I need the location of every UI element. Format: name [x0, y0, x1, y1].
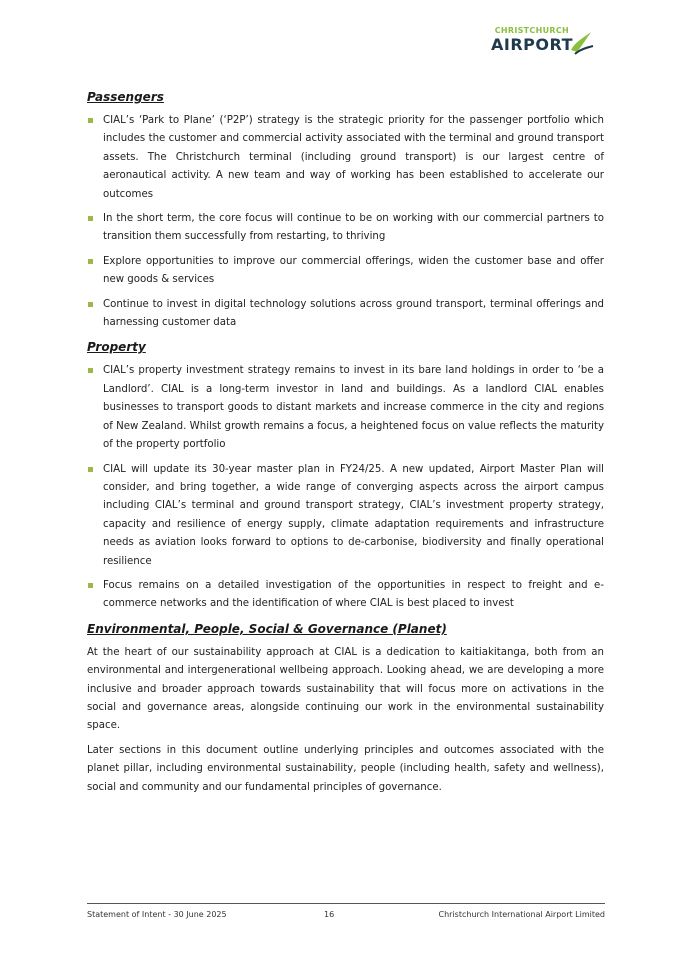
footer-document-title: Statement of Intent - 30 June 2025	[87, 910, 227, 919]
bullet-icon	[88, 583, 93, 588]
bullet-icon	[88, 118, 93, 123]
kiwi-bird-icon	[569, 28, 595, 58]
list-item: CIAL’s property investment strategy remains to invest in its bare land holdings in order to ‘be a Landlord’. CIAL is a long-term investor in land and buildings. As a landlord CIAL enables businesses to transport goods to distant markets and increase commerce in the city and regions of New Zealand. Whilst growth remains a focus, a heightened focus on value reflects the maturity of the property portfolio	[87, 362, 604, 454]
bullet-icon	[88, 467, 93, 472]
paragraph: Later sections in this document outline underlying principles and outcomes associated with the planet pillar, including environmental sustainability, people (including health, safety and wellness), social and community and our fundamental principles of governance.	[87, 744, 604, 793]
logo-line2: AIRPORT	[491, 35, 573, 54]
document-body	[87, 88, 604, 797]
list-item: Focus remains on a detailed investigation of the opportunities in respect to freight and e-commerce networks and the identification of where CIAL is best placed to invest	[87, 577, 604, 614]
bullet-icon	[88, 259, 93, 264]
paragraph: At the heart of our sustainability approach at CIAL is a dedication to kaitiakitanga, both from an environmental and intergenerational wellbeing approach. Looking ahead, we are developing a more inclusive and broader approach towards sustainability that will focus more on activations in the social and governance areas, alongside continuing our work in the environmental sustainability space.	[87, 646, 604, 732]
bullet-icon	[88, 368, 93, 373]
section-heading-property: Property	[87, 340, 146, 355]
bullet-icon	[88, 216, 93, 221]
page-number: 16	[324, 910, 335, 919]
passengers-list	[87, 112, 604, 332]
list-item: CIAL’s ‘Park to Plane’ (‘P2P’) strategy is the strategic priority for the passenger portfolio which includes the customer and commercial activity associated with the terminal and ground transport assets. The Christchurch terminal (including ground transport) is our largest centre of aeronautical activity. A new team and way of working has been established to accelerate our outcomes	[87, 112, 604, 204]
list-item: Continue to invest in digital technology solutions across ground transport, terminal offerings and harnessing customer data	[87, 296, 604, 333]
logo-line1: CHRISTCHURCH	[494, 26, 569, 35]
property-list	[87, 362, 604, 613]
list-item: In the short term, the core focus will continue to be on working with our commercial partners to transition them successfully from restarting, to thriving	[87, 210, 604, 247]
list-item: CIAL will update its 30-year master plan in FY24/25. A new updated, Airport Master Plan will consider, and bring together, a wide range of converging aspects across the airport campus including CIAL’s terminal and ground transport strategy, CIAL’s investment property strategy, capacity and resilience of energy supply, climate adaptation requirements and infrastructure needs as aviation looks forward to options to de-carbonise, biodiversity and finally operational resilience	[87, 461, 604, 571]
bullet-icon	[88, 302, 93, 307]
section-heading-passengers: Passengers	[87, 90, 164, 104]
page-footer	[87, 903, 605, 919]
list-item: Explore opportunities to improve our commercial offerings, widen the customer base and offer new goods & services	[87, 253, 604, 290]
section-heading-esg: Environmental, People, Social & Governance (Planet)	[87, 621, 447, 636]
footer-company-name: Christchurch International Airport Limited	[438, 910, 605, 919]
christchurch-airport-logo	[483, 26, 595, 60]
